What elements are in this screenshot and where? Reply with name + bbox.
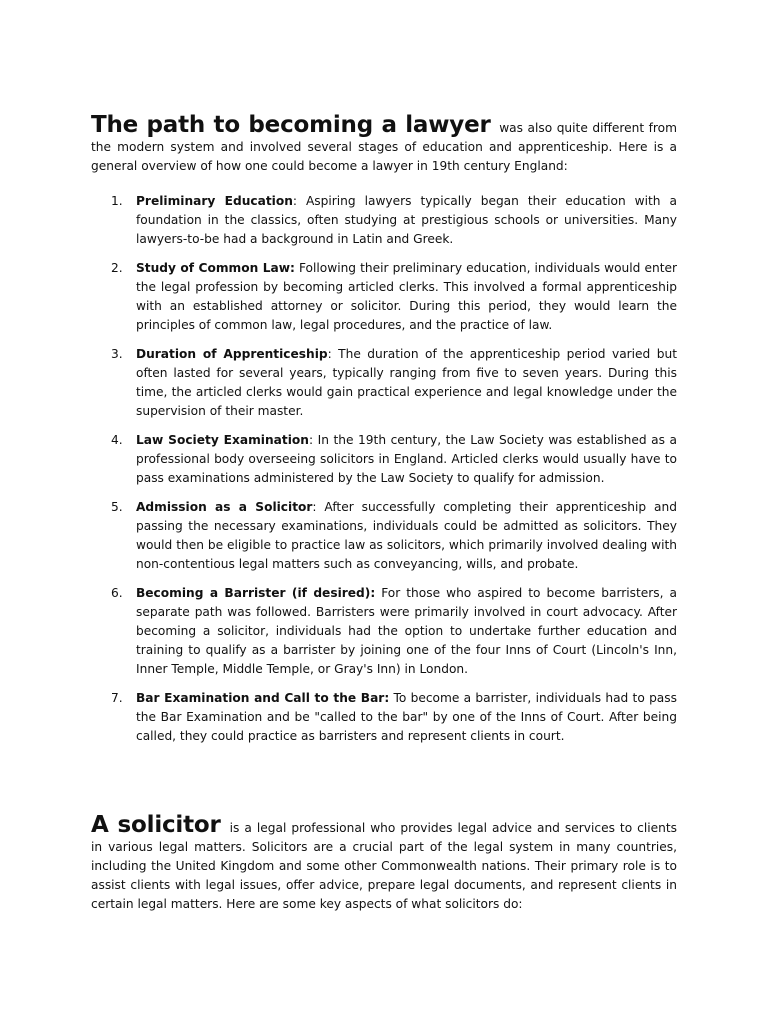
list-item-text: To become a barrister, individuals had to pass the Bar Examination and be "called to the bar" by one of the Inns of Court. After being called, they could practice as barristers and represent clients in court.	[136, 691, 677, 743]
list-item-term: Duration of Apprenticeship	[136, 347, 328, 361]
list-item-text: Following their preliminary education, individuals would enter the legal profession by becoming articled clerks. This involved a formal apprenticeship with an established attorney or solicitor. During this period, they would learn the principles of common law, legal procedures, and the practice of law.	[136, 261, 677, 332]
section-solicitor	[91, 812, 677, 914]
list-item	[91, 345, 677, 421]
list-item	[91, 431, 677, 488]
list-item-number: 5.	[111, 500, 123, 514]
list-item-text: For those who aspired to become barristers, a separate path was followed. Barristers were primarily involved in court advocacy. After becoming a solicitor, individuals had the option to undertake further education and training to qualify as a barrister by joining one of the four Inns of Court (Lincoln's Inn, Inner Temple, Middle Temple, or Gray's Inn) in London.	[136, 586, 677, 676]
section-lawyer-path	[91, 112, 678, 746]
list-item-term: Bar Examination and Call to the Bar:	[136, 691, 390, 705]
section-intro-paragraph	[91, 112, 678, 176]
section-intro-text: was also quite different from the modern system and involved several stages of education and apprenticeship. Here is a general overview of how one could become a lawyer in 19th century England:	[91, 121, 678, 173]
list-item-term: Admission as a Solicitor	[136, 500, 313, 514]
list-item-term: Law Society Examination	[136, 433, 309, 447]
section-intro-paragraph	[91, 812, 677, 914]
list-item	[91, 192, 677, 249]
list-item	[91, 689, 677, 746]
steps-list	[91, 192, 677, 746]
list-item	[91, 259, 677, 335]
list-item-term: Preliminary Education	[136, 194, 293, 208]
list-item	[91, 584, 677, 679]
list-item-text: : The duration of the apprenticeship period varied but often lasted for several years, typically ranging from five to seven years. During this time, the articled clerks would gain practical experience and legal knowledge under the supervision of their master.	[136, 347, 677, 418]
list-item-text: : In the 19th century, the Law Society was established as a professional body overseeing solicitors in England. Articled clerks would usually have to pass examinations administered by the Law Society to qualify for admission.	[136, 433, 677, 485]
list-item-term: Becoming a Barrister (if desired):	[136, 586, 376, 600]
document-page	[91, 112, 678, 914]
list-item-number: 4.	[111, 433, 123, 447]
list-item-number: 1.	[111, 194, 123, 208]
section-lead-heading: The path to becoming a lawyer	[91, 112, 491, 138]
list-item-number: 7.	[111, 691, 123, 705]
list-item-number: 3.	[111, 347, 123, 361]
list-item-number: 2.	[111, 261, 123, 275]
list-item	[91, 498, 677, 574]
list-item-text: : After successfully completing their apprenticeship and passing the necessary examinations, individuals could be admitted as solicitors. They would then be eligible to practice law as solicitors, which primarily involved dealing with non-contentious legal matters such as conveyancing, wills, and probate.	[136, 500, 677, 571]
list-item-text: : Aspiring lawyers typically began their education with a foundation in the classics, often studying at prestigious schools or universities. Many lawyers-to-be had a background in Latin and Greek.	[136, 194, 677, 246]
list-item-term: Study of Common Law:	[136, 261, 295, 275]
section-lead-heading: A solicitor	[91, 812, 221, 838]
list-item-number: 6.	[111, 586, 123, 600]
section-intro-text: is a legal professional who provides legal advice and services to clients in various legal matters. Solicitors are a crucial part of the legal system in many countries, including the United Kingdom and some other Commonwealth nations. Their primary role is to assist clients with legal issues, offer advice, prepare legal documents, and represent clients in certain legal matters. Here are some key aspects of what solicitors do:	[91, 821, 677, 911]
